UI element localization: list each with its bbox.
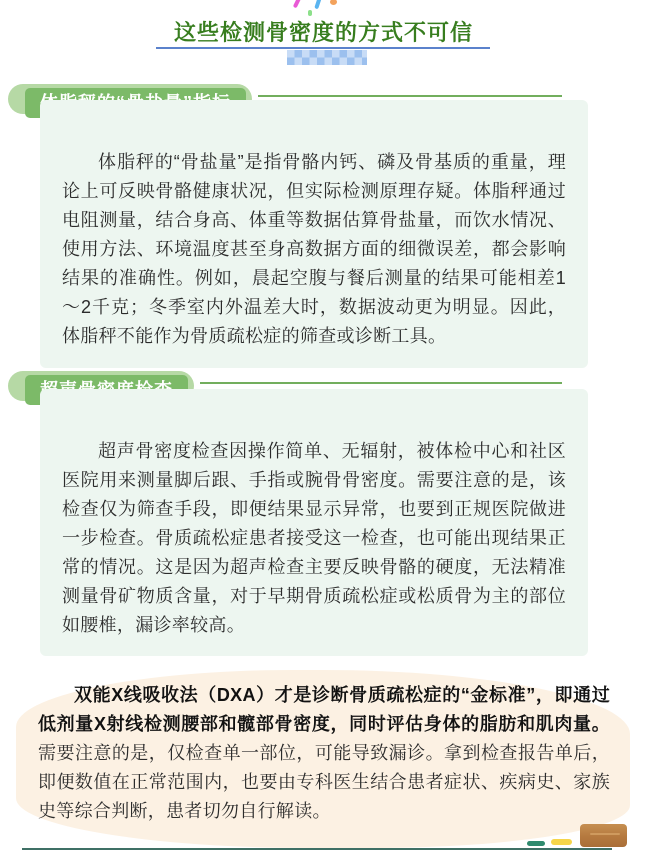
page-title: 这些检测骨密度的方式不可信 <box>173 20 473 45</box>
section-divider-line <box>258 95 562 97</box>
checker-decoration <box>287 50 367 65</box>
title-underline <box>156 47 490 49</box>
conclusion-paragraph <box>38 681 610 826</box>
confetti-blue-icon <box>314 0 322 9</box>
section-panel-body-fat-scale <box>40 100 588 368</box>
teal-pill-icon <box>527 841 545 846</box>
confetti-pink-icon <box>293 0 301 8</box>
footer-rule-line <box>22 848 612 850</box>
confetti-orange-icon <box>330 0 337 5</box>
book-icon <box>580 824 627 847</box>
conclusion-regular-text: 需要注意的是，仅检查单一部位，可能导致漏诊。拿到检查报告单后，即便数值在正常范围内，也要由专科医生结合患者症状、疾病史、家族史等综合判断，患者切勿自行解读。 <box>38 743 610 821</box>
section-divider-line <box>200 382 562 384</box>
conclusion-bold-text: 双能X线吸收法（DXA）才是诊断骨质疏松症的“金标准”，即通过低剂量X射线检测腰部和髋部骨密度，同时评估身体的脂肪和肌肉量。 <box>38 685 610 734</box>
section-paragraph: 超声骨密度检查因操作简单、无辐射，被体检中心和社区医院用来测量脚后跟、手指或腕骨骨密度。需要注意的是，该检查仅为筛查手段，即便结果显示异常，也要到正规医院做进一步检查。骨质疏松症患者接受这一检查，也可能出现结果正常的情况。这是因为超声检查主要反映骨骼的硬度，无法精准测量骨矿物质含量，对于早期骨质疏松症或松质骨为主的部位如腰椎，漏诊率较高。 <box>62 441 566 635</box>
section-paragraph: 体脂秤的“骨盐量”是指骨骼内钙、磷及骨基质的重量，理论上可反映骨骼健康状况，但实际检测原理存疑。体脂秤通过电阻测量，结合身高、体重等数据估算骨盐量，而饮水情况、使用方法、环境温度甚至身高数据方面的细微误差，都会影响结果的准确性。例如，晨起空腹与餐后测量的结果可能相差1～2千克；冬季室内外温差大时，数据波动更为明显。因此，体脂秤不能作为骨质疏松症的筛查或诊断工具。 <box>62 152 566 346</box>
section-panel-ultrasound <box>40 389 588 656</box>
yellow-pill-icon <box>551 839 572 845</box>
